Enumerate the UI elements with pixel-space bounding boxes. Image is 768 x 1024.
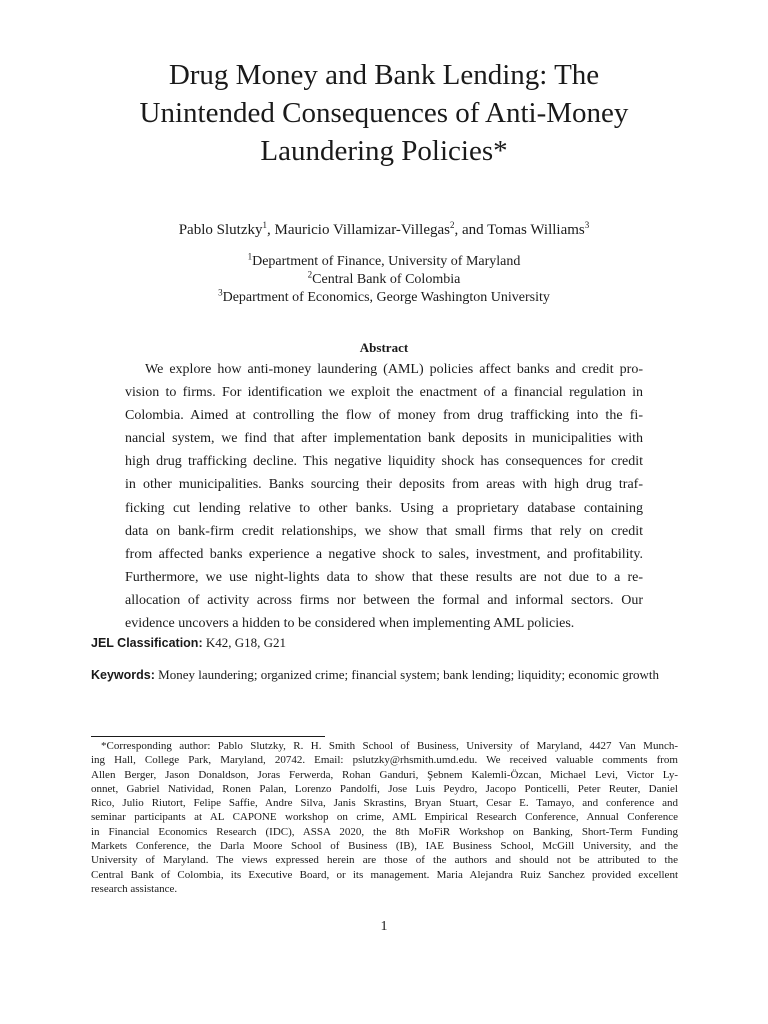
footnote-line: *Corresponding author: Pablo Slutzky, R. H. Smith School of Business, University of Maryland, 4427 Van Munch-: [101, 740, 678, 752]
footnote-line: research assistance.: [91, 882, 178, 895]
jel-label: JEL Classification:: [91, 636, 203, 650]
jel-classification: [91, 634, 691, 652]
paper-title: [80, 56, 688, 170]
author-name: Tomas Williams: [487, 222, 585, 238]
keywords: [91, 666, 691, 684]
affiliation: [80, 253, 688, 271]
abstract-line: ficking cut lending relative to other banks. Using a proprietary database containing: [125, 500, 643, 516]
abstract-text: [125, 358, 643, 635]
affiliation-text: Department of Economics, George Washington University: [222, 290, 550, 305]
author-affiliation-mark: 3: [584, 220, 590, 230]
author-name: Pablo Slutzky: [178, 222, 263, 238]
abstract-line: in other municipalities. Banks sourcing their deposits from areas with high drug traf-: [125, 477, 643, 493]
abstract-line: Colombia. Aimed at controlling the flow of money from drug trafficking into the fi-: [125, 408, 643, 424]
abstract-line: evidence uncovers a hidden to be considered when implementing AML policies.: [125, 616, 575, 632]
abstract-line: high drug trafficking decline. This negative liquidity shock has consequences for credit: [125, 454, 643, 470]
affiliation-text: Department of Finance, University of Maryland: [252, 254, 521, 269]
footnote-rule: [91, 736, 325, 737]
footnote-line: Central Bank of Colombia, its Executive Board, or its management. Maria Alejandra Ruiz Sanchez provided excellent: [91, 868, 678, 881]
title-line-3: Laundering Policies*: [260, 135, 508, 167]
title-line-1: Drug Money and Bank Lending: The: [168, 59, 600, 91]
jel-codes: K42, G18, G21: [202, 635, 287, 650]
affiliation-text: Central Bank of Colombia: [312, 272, 461, 287]
affiliation-mark: 1: [247, 251, 253, 262]
abstract-line: from affected banks experience a negative shock to sales, investment, and profitability.: [125, 546, 643, 562]
abstract-line: nancial system, we find that after implementation bank deposits in municipalities with: [125, 431, 643, 447]
keywords-label: Keywords:: [91, 668, 155, 682]
author-separator: ,: [266, 222, 275, 238]
footnote-line: ing Hall, College Park, Maryland, 20742. Email: pslutzky@rhsmith.umd.edu. We received valuable comments from: [91, 754, 678, 767]
footnote-line: University of Maryland. The views expressed herein are those of the authors and should not be attributed to the: [91, 854, 678, 867]
affiliation-list: [80, 253, 688, 307]
title-line-2: Unintended Consequences of Anti-Money: [139, 97, 629, 129]
footnote-line: Markets Conference, the Darla Moore School of Business (IB), IAE Business School, McGill University, and the: [91, 840, 678, 853]
keywords-list: Money laundering; organized crime; financial system; bank lending; liquidity; economic growth: [154, 667, 660, 682]
abstract-line: We explore how anti-money laundering (AML) policies affect banks and credit pro-: [145, 362, 643, 377]
footnote-line: onnet, Gabriel Natividad, Ronen Palan, Lorenzo Pandolfi, Jose Luis Peydro, Jacopo Ponticelli, Peter Reuter, Daniel: [91, 782, 678, 795]
affiliation-mark: 2: [307, 269, 313, 280]
footnote-line: Allen Berger, Jason Donaldson, Joras Ferwerda, Rohan Ganduri, Şebnem Kalemli-Özcan, Michael Levi, Victor Ly-: [91, 768, 678, 781]
affiliation: [80, 289, 688, 307]
author-affiliation-mark: 2: [449, 220, 455, 230]
author-list: [80, 220, 688, 240]
author-affiliation-mark: 1: [262, 220, 267, 230]
abstract-line: vision to firms. For identification we exploit the enactment of a financial regulation in: [125, 385, 643, 401]
affiliation-mark: 3: [218, 287, 223, 298]
affiliation: [80, 271, 688, 289]
abstract-heading: Abstract: [359, 340, 409, 355]
abstract-line: Furthermore, we use night-lights data to show that these results are not due to a re-: [125, 569, 643, 585]
abstract-line: allocation of activity across firms nor between the formal and informal sectors. Our: [125, 592, 643, 608]
footnote: [91, 739, 678, 896]
page-number: 1: [380, 919, 388, 934]
footnote-line: in Financial Economics Research (IDC), ASSA 2020, the 8th MoFiR Workshop on Banking, Short-Term Funding: [91, 825, 678, 838]
author-separator: , and: [454, 222, 488, 238]
footnote-line: Rico, Julio Riutort, Felipe Saffie, Andre Silva, Janis Skrastins, Bryan Stuart, Cesar E. Tamayo, and conference and: [91, 797, 678, 810]
author-name: Mauricio Villamizar-Villegas: [274, 222, 450, 238]
footnote-line: seminar participants at AL CAPONE workshop on crime, AML Empirical Research Conference, Annual Conference: [91, 811, 678, 824]
abstract-line: data on bank-firm credit relationships, we show that small firms that rely on credit: [125, 523, 643, 539]
